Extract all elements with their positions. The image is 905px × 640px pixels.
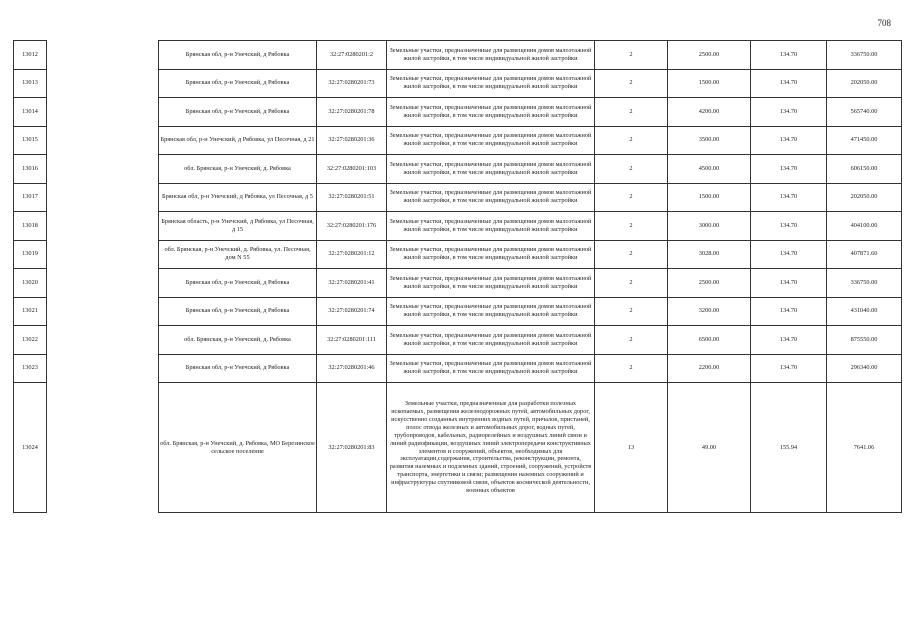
group-number-cell: 2 (595, 354, 668, 383)
parcel-id-cell: 13015 (14, 126, 47, 155)
land-use-cell: Земельные участки, предназначенные для размещения домов малоэтажной жилой застройки, в том числе индивидуальной жилой застройки (387, 297, 595, 326)
parcel-id-cell: 13022 (14, 326, 47, 355)
area-cell: 3028.00 (668, 240, 751, 269)
cadastral-value-cell: 565740.00 (827, 98, 902, 127)
rate-cell: 134.70 (751, 69, 827, 98)
address-cell: обл. Брянская, р-н Унечский, д. Рябовка (159, 326, 317, 355)
group-number-cell: 13 (595, 383, 668, 513)
address-cell: Брянская обл, р-н Унечский, д Рябовка (159, 269, 317, 298)
blank-cell (47, 212, 159, 241)
area-cell: 2200.00 (668, 354, 751, 383)
cadastral-number-cell: 32:27:0280201:78 (317, 98, 387, 127)
land-use-cell: Земельные участки, предназначенные для размещения домов малоэтажной жилой застройки, в том числе индивидуальной жилой застройки (387, 126, 595, 155)
area-cell: 4200.00 (668, 98, 751, 127)
group-number-cell: 2 (595, 212, 668, 241)
parcel-id-cell: 13016 (14, 155, 47, 184)
table-row (14, 183, 902, 212)
blank-cell (47, 69, 159, 98)
blank-cell (47, 155, 159, 184)
rate-cell: 134.70 (751, 212, 827, 241)
cadastral-number-cell: 32:27:0280201:73 (317, 69, 387, 98)
group-number-cell: 2 (595, 183, 668, 212)
group-number-cell: 2 (595, 69, 668, 98)
land-use-cell: Земельные участки, предназначенные для размещения домов малоэтажной жилой застройки, в том числе индивидуальной жилой застройки (387, 98, 595, 127)
area-cell: 1500.00 (668, 183, 751, 212)
blank-cell (47, 269, 159, 298)
cadastral-number-cell: 32:27:0280201:111 (317, 326, 387, 355)
blank-cell (47, 297, 159, 326)
cadastral-number-cell: 32:27:0280201:46 (317, 354, 387, 383)
cadastral-value-cell: 471450.00 (827, 126, 902, 155)
parcel-id-cell: 13020 (14, 269, 47, 298)
table-row (14, 269, 902, 298)
cadastral-value-cell: 431040.00 (827, 297, 902, 326)
land-use-cell: Земельные участки, предназначенные для размещения домов малоэтажной жилой застройки, в том числе индивидуальной жилой застройки (387, 212, 595, 241)
area-cell: 1500.00 (668, 69, 751, 98)
group-number-cell: 2 (595, 240, 668, 269)
rate-cell: 134.70 (751, 98, 827, 127)
area-cell: 2500.00 (668, 269, 751, 298)
group-number-cell: 2 (595, 126, 668, 155)
table-row (14, 354, 902, 383)
table-row (14, 383, 902, 513)
area-cell: 3200.00 (668, 297, 751, 326)
cadastral-value-cell: 336750.00 (827, 41, 902, 70)
address-cell: обл. Брянская, р-н Унечский, д. Рябовка, МО Березинское сельское поселение (159, 383, 317, 513)
table-row (14, 69, 902, 98)
blank-cell (47, 326, 159, 355)
cadastral-number-cell: 32:27:0280201:2 (317, 41, 387, 70)
cadastral-number-cell: 32:27:0280201:41 (317, 269, 387, 298)
rate-cell: 134.70 (751, 297, 827, 326)
page-number: 708 (877, 18, 891, 28)
land-use-cell: Земельные участки, предназначенные для размещения домов малоэтажной жилой застройки, в том числе индивидуальной жилой застройки (387, 155, 595, 184)
parcel-id-cell: 13019 (14, 240, 47, 269)
land-use-cell: Земельные участки, предназначенные для размещения домов малоэтажной жилой застройки, в том числе индивидуальной жилой застройки (387, 183, 595, 212)
parcel-id-cell: 13018 (14, 212, 47, 241)
parcel-id-cell: 13012 (14, 41, 47, 70)
address-cell: Брянская обл, р-н Унечский, д Рябовка (159, 354, 317, 383)
cadastral-value-cell: 404100.00 (827, 212, 902, 241)
cadastral-value-cell: 296340.00 (827, 354, 902, 383)
blank-cell (47, 240, 159, 269)
table-row (14, 297, 902, 326)
table-row (14, 326, 902, 355)
rate-cell: 134.70 (751, 326, 827, 355)
rate-cell: 134.70 (751, 183, 827, 212)
cadastral-number-cell: 32:27:0280201:176 (317, 212, 387, 241)
rate-cell: 134.70 (751, 354, 827, 383)
area-cell: 3500.00 (668, 126, 751, 155)
table-row (14, 212, 902, 241)
land-use-cell: Земельные участки, предназначенные для размещения домов малоэтажной жилой застройки, в том числе индивидуальной жилой застройки (387, 269, 595, 298)
land-registry-table (13, 40, 902, 513)
rate-cell: 155.94 (751, 383, 827, 513)
address-cell: Брянская обл, р-н Унечский, д Рябовка, ул Песочная, д 21 (159, 126, 317, 155)
land-use-cell: Земельные участки, предназначенные для размещения домов малоэтажной жилой застройки, в том числе индивидуальной жилой застройки (387, 326, 595, 355)
group-number-cell: 2 (595, 155, 668, 184)
area-cell: 3000.00 (668, 212, 751, 241)
address-cell: Брянская обл, р-н Унечский, д Рябовка (159, 98, 317, 127)
cadastral-value-cell: 407871.60 (827, 240, 902, 269)
rate-cell: 134.70 (751, 155, 827, 184)
blank-cell (47, 126, 159, 155)
cadastral-number-cell: 32:27:0280201:36 (317, 126, 387, 155)
address-cell: Брянская обл, р-н Унечский, д Рябовка (159, 41, 317, 70)
blank-cell (47, 383, 159, 513)
parcel-id-cell: 13013 (14, 69, 47, 98)
land-use-cell: Земельные участки, предназначенные для размещения домов малоэтажной жилой застройки, в том числе индивидуальной жилой застройки (387, 240, 595, 269)
blank-cell (47, 354, 159, 383)
table-row (14, 98, 902, 127)
land-use-cell: Земельные участки, предназначенные для размещения домов малоэтажной жилой застройки, в том числе индивидуальной жилой застройки (387, 354, 595, 383)
cadastral-number-cell: 32:27:0280201:12 (317, 240, 387, 269)
parcel-id-cell: 13014 (14, 98, 47, 127)
land-use-cell: Земельные участки, предназначенные для размещения домов малоэтажной жилой застройки, в том числе индивидуальной жилой застройки (387, 69, 595, 98)
area-cell: 6500.00 (668, 326, 751, 355)
address-cell: обл. Брянская, р-н Унечский, д. Рябовка (159, 155, 317, 184)
address-cell: обл. Брянская, р-н Унечский, д. Рябовка, ул. Песочная, дом N 55 (159, 240, 317, 269)
parcel-id-cell: 13017 (14, 183, 47, 212)
blank-cell (47, 98, 159, 127)
group-number-cell: 2 (595, 98, 668, 127)
cadastral-number-cell: 32:27:0280201:74 (317, 297, 387, 326)
table-row (14, 126, 902, 155)
group-number-cell: 2 (595, 41, 668, 70)
area-cell: 49.00 (668, 383, 751, 513)
cadastral-value-cell: 606150.00 (827, 155, 902, 184)
address-cell: Брянская обл, р-н Унечский, д Рябовка, ул Песочная, д 5 (159, 183, 317, 212)
rate-cell: 134.70 (751, 240, 827, 269)
cadastral-value-cell: 875550.00 (827, 326, 902, 355)
cadastral-value-cell: 202050.00 (827, 183, 902, 212)
parcel-id-cell: 13024 (14, 383, 47, 513)
land-use-cell: Земельные участки, предназначенные для разработки полезных ископаемых, размещения железнодорожных путей, автомобильных дорог, искусственно созданных внутренних водных путей, причалов, пристаней, полос отвода железных и автомобильных дорог, водных путей, трубопроводов, кабельных, радиорелейных и воздушных линий связи и линий радиофикации, воздушных линий электропередачи конструктивных элементов и сооружений, объектов, необходимых для эксплуатации,содержания, строительства, реконструкции, ремонта, развития наземных и подземных зданий, строений, сооружений, устройств транспорта, энергетики и связи; размещения наземных сооружений и инфраструктуры спутниковой связи, объектов космической деятельности, военных объектов (387, 383, 595, 513)
table-row (14, 240, 902, 269)
group-number-cell: 2 (595, 269, 668, 298)
table-row (14, 155, 902, 184)
rate-cell: 134.70 (751, 269, 827, 298)
cadastral-value-cell: 7641.06 (827, 383, 902, 513)
cadastral-number-cell: 32:27:0280201:51 (317, 183, 387, 212)
table-row (14, 41, 902, 70)
address-cell: Брянская область, р-н Унечский, д Рябовка, ул Песочная, д 15 (159, 212, 317, 241)
parcel-id-cell: 13021 (14, 297, 47, 326)
cadastral-number-cell: 32:27:0280201:103 (317, 155, 387, 184)
group-number-cell: 2 (595, 297, 668, 326)
address-cell: Брянская обл, р-н Унечский, д Рябовка (159, 69, 317, 98)
area-cell: 2500.00 (668, 41, 751, 70)
cadastral-number-cell: 32:27:0280201:83 (317, 383, 387, 513)
address-cell: Брянская обл, р-н Унечский, д Рябовка (159, 297, 317, 326)
land-use-cell: Земельные участки, предназначенные для размещения домов малоэтажной жилой застройки, в том числе индивидуальной жилой застройки (387, 41, 595, 70)
area-cell: 4500.00 (668, 155, 751, 184)
group-number-cell: 2 (595, 326, 668, 355)
rate-cell: 134.70 (751, 126, 827, 155)
cadastral-value-cell: 202050.00 (827, 69, 902, 98)
blank-cell (47, 183, 159, 212)
parcel-id-cell: 13023 (14, 354, 47, 383)
cadastral-value-cell: 336750.00 (827, 269, 902, 298)
rate-cell: 134.70 (751, 41, 827, 70)
registry-table-body (14, 41, 902, 513)
blank-cell (47, 41, 159, 70)
